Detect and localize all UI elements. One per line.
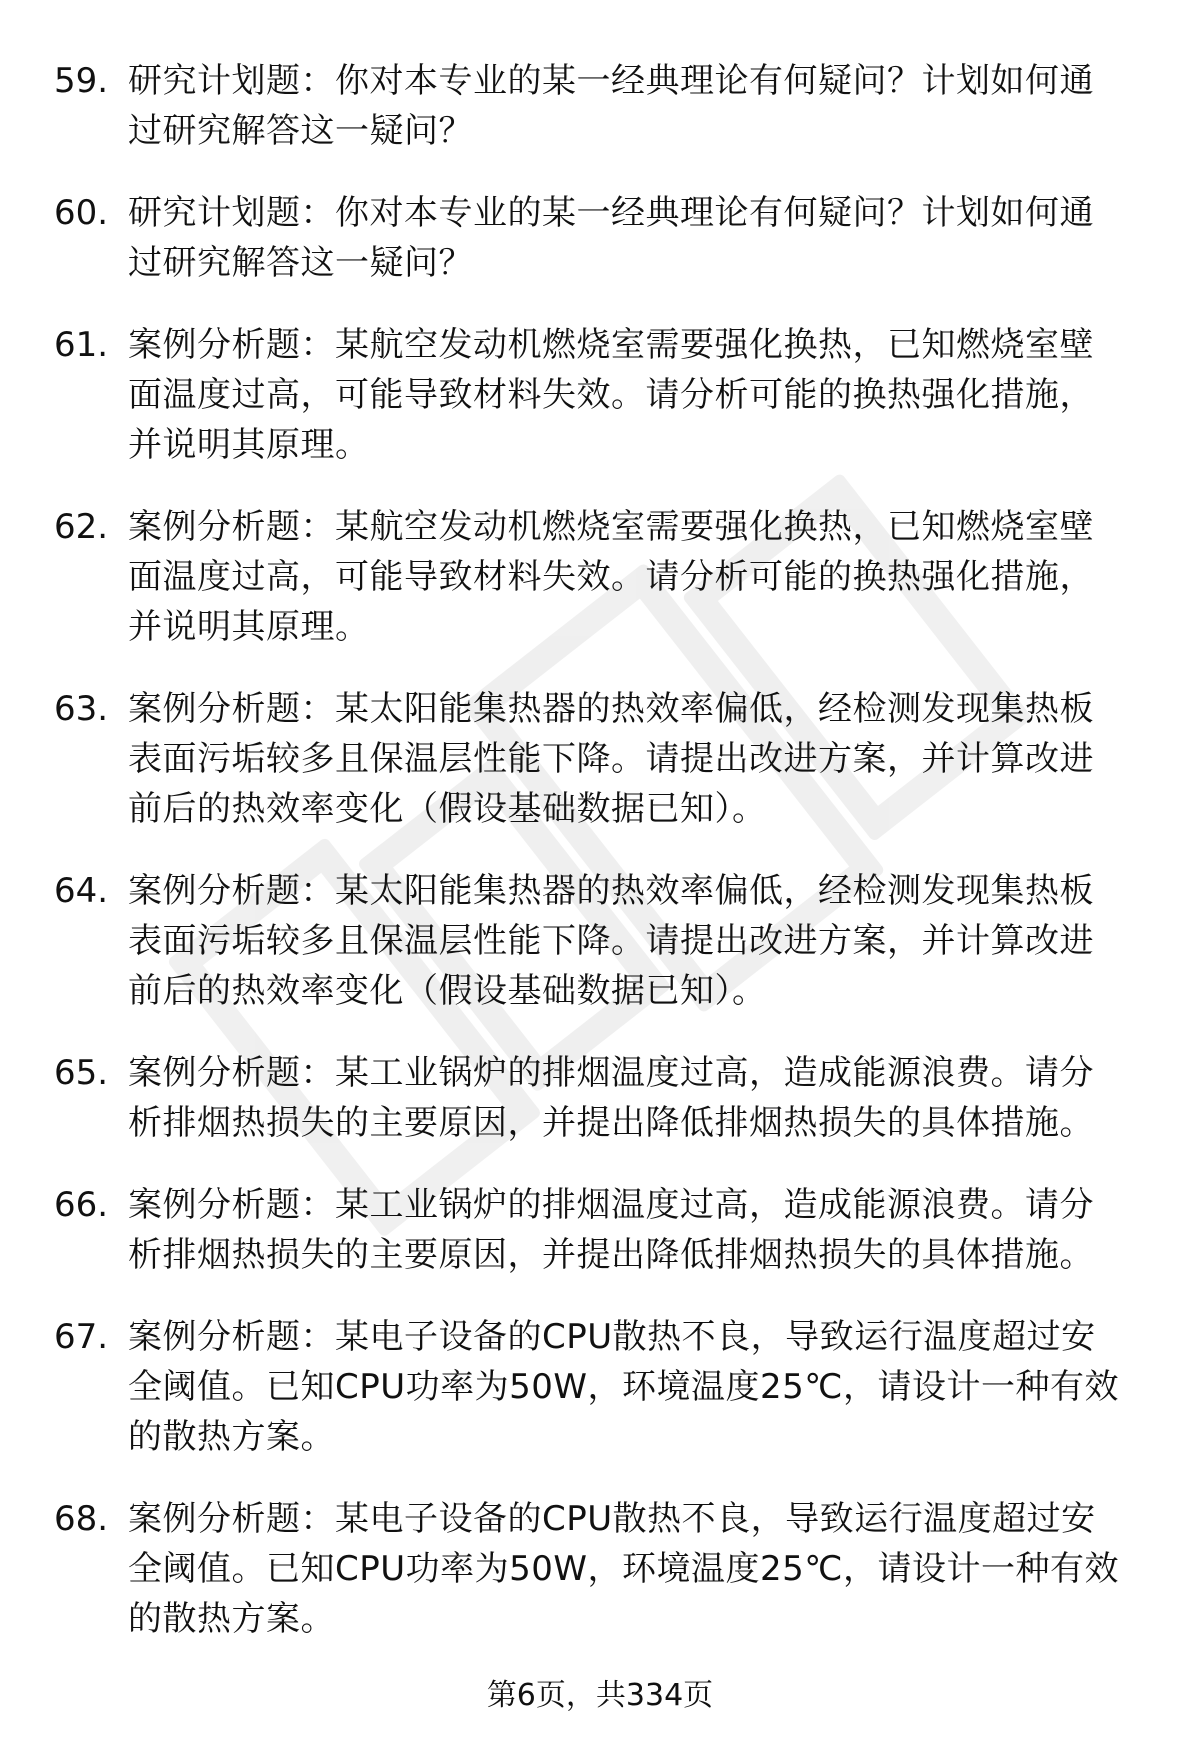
question-text <box>128 502 1148 652</box>
question-number: 61. <box>54 325 109 365</box>
question-line: 案例分析题：某航空发动机燃烧室需要强化换热，已知燃烧室壁 <box>128 507 1094 547</box>
question-line: 过研究解答这一疑问？ <box>128 111 473 151</box>
question-number: 60. <box>54 193 109 233</box>
question-number: 67. <box>54 1317 109 1357</box>
question-item <box>0 1180 1200 1312</box>
question-text <box>128 1048 1148 1148</box>
question-line: 研究计划题：你对本专业的某一经典理论有何疑问？计划如何通 <box>128 193 1094 233</box>
question-line: 前后的热效率变化（假设基础数据已知）。 <box>128 789 767 829</box>
question-line: 前后的热效率变化（假设基础数据已知）。 <box>128 971 767 1011</box>
question-text <box>128 1494 1148 1644</box>
question-line: 并说明其原理。 <box>128 607 370 647</box>
question-line: 过研究解答这一疑问？ <box>128 243 473 283</box>
question-item <box>0 502 1200 684</box>
question-item <box>0 188 1200 320</box>
question-item <box>0 684 1200 866</box>
question-item <box>0 1494 1200 1676</box>
question-item <box>0 320 1200 502</box>
question-number: 65. <box>54 1053 109 1093</box>
question-line: 表面污垢较多且保温层性能下降。请提出改进方案，并计算改进 <box>128 921 1094 961</box>
question-item <box>0 1048 1200 1180</box>
question-line: 的散热方案。 <box>128 1417 335 1457</box>
question-line: 全阈值。已知CPU功率为50W，环境温度25℃，请设计一种有效 <box>128 1367 1119 1407</box>
question-text <box>128 320 1148 470</box>
question-number: 64. <box>54 871 109 911</box>
question-line: 的散热方案。 <box>128 1599 335 1639</box>
question-text <box>128 1312 1148 1462</box>
question-line: 案例分析题：某电子设备的CPU散热不良，导致运行温度超过安 <box>128 1499 1096 1539</box>
question-line: 案例分析题：某太阳能集热器的热效率偏低，经检测发现集热板 <box>128 871 1094 911</box>
question-list <box>0 56 1200 1676</box>
question-text <box>128 188 1148 288</box>
question-number: 59. <box>54 61 109 101</box>
question-item <box>0 866 1200 1048</box>
question-text <box>128 56 1148 156</box>
question-number: 62. <box>54 507 109 547</box>
question-item <box>0 1312 1200 1494</box>
question-number: 68. <box>54 1499 109 1539</box>
question-text <box>128 684 1148 834</box>
question-line: 案例分析题：某工业锅炉的排烟温度过高，造成能源浪费。请分 <box>128 1053 1094 1093</box>
question-line: 全阈值。已知CPU功率为50W，环境温度25℃，请设计一种有效 <box>128 1549 1119 1589</box>
question-line: 案例分析题：某太阳能集热器的热效率偏低，经检测发现集热板 <box>128 689 1094 729</box>
question-line: 并说明其原理。 <box>128 425 370 465</box>
question-line: 析排烟热损失的主要原因，并提出降低排烟热损失的具体措施。 <box>128 1103 1094 1143</box>
question-number: 66. <box>54 1185 109 1225</box>
question-line: 研究计划题：你对本专业的某一经典理论有何疑问？计划如何通 <box>128 61 1094 101</box>
question-text <box>128 1180 1148 1280</box>
question-line: 面温度过高，可能导致材料失效。请分析可能的换热强化措施， <box>128 375 1094 415</box>
question-number: 63. <box>54 689 109 729</box>
page-footer <box>0 1676 1200 1716</box>
question-line: 面温度过高，可能导致材料失效。请分析可能的换热强化措施， <box>128 557 1094 597</box>
question-line: 析排烟热损失的主要原因，并提出降低排烟热损失的具体措施。 <box>128 1235 1094 1275</box>
question-line: 案例分析题：某电子设备的CPU散热不良，导致运行温度超过安 <box>128 1317 1096 1357</box>
question-line: 案例分析题：某航空发动机燃烧室需要强化换热，已知燃烧室壁 <box>128 325 1094 365</box>
question-text <box>128 866 1148 1016</box>
page-number-label: 第6页，共334页 <box>486 1678 714 1713</box>
question-line: 案例分析题：某工业锅炉的排烟温度过高，造成能源浪费。请分 <box>128 1185 1094 1225</box>
question-line: 表面污垢较多且保温层性能下降。请提出改进方案，并计算改进 <box>128 739 1094 779</box>
question-item <box>0 56 1200 188</box>
